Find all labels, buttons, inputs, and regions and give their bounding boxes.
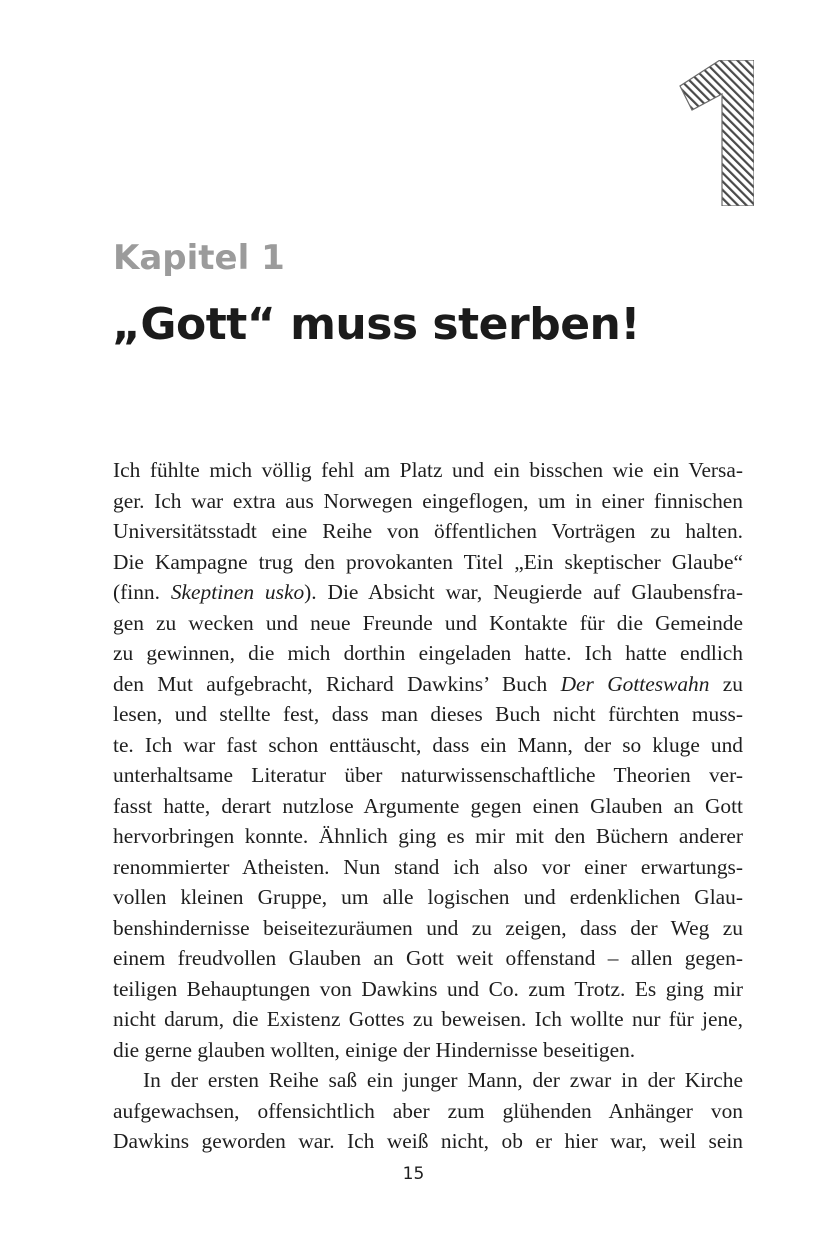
text-line: In der ersten Reihe saß ein junger Mann, der zwar in der Kirche [143, 1068, 743, 1092]
text-line: te. Ich war fast schon enttäuscht, dass ein Mann, der so kluge und [113, 732, 743, 757]
text-line: nicht darum, die Existenz Gottes zu beweisen. Ich wollte nur für jene, [113, 1007, 743, 1031]
text-line: zu gewinnen, die mich dorthin eingeladen hatte. Ich hatte endlich [113, 641, 743, 665]
text-line: unterhaltsame Literatur über naturwissenschaftliche Theorien ver- [113, 763, 743, 787]
paragraph [113, 455, 743, 1065]
paragraph [113, 1065, 743, 1157]
chapter-label: Kapitel 1 [113, 238, 285, 278]
text-line: benshindernisse beiseitezuräumen und zu zeigen, dass der Weg zu [113, 915, 743, 940]
text-line: aufgewachsen, offensichtlich aber zum glühenden Anhänger von [113, 1098, 743, 1123]
text-line: Universitätsstadt eine Reihe von öffentlichen Vorträgen zu halten. [113, 519, 743, 543]
text-line: Die Kampagne trug den provokanten Titel „Ein skeptischer Glaube“ [113, 549, 743, 574]
text-line: hervorbringen konnte. Ähnlich ging es mir mit den Büchern anderer [113, 824, 743, 848]
text-line: fasst hatte, derart nutzlose Argumente gegen einen Glauben an Gott [113, 793, 743, 818]
text-line: einem freudvollen Glauben an Gott weit offenstand – allen gegen- [113, 946, 743, 970]
book-title: Skeptinen usko [170, 580, 305, 604]
text-line: die gerne glauben wollten, einige der Hindernisse beseitigen. [113, 1037, 636, 1062]
text-line: teiligen Behauptungen von Dawkins und Co. zum Trotz. Es ging mir [113, 976, 743, 1001]
book-title: Der Gotteswahn [560, 671, 710, 696]
chapter-title: „Gott“ muss sterben! [112, 299, 640, 350]
text-line: ger. Ich war extra aus Norwegen eingeflogen, um in einer finnischen [113, 488, 743, 513]
text-line: gen zu wecken und neue Freunde und Kontakte für die Gemeinde [113, 610, 743, 635]
text-line: renommierter Atheisten. Nun stand ich also vor einer erwartungs- [113, 854, 743, 879]
chapter-numeral [676, 60, 754, 206]
text-line: Ich fühlte mich völlig fehl am Platz und ein bisschen wie ein Versa- [113, 458, 743, 482]
page-number: 15 [402, 1164, 425, 1184]
text-line: vollen kleinen Gruppe, um alle logischen und erdenklichen Glau- [113, 885, 743, 909]
body-text [113, 455, 743, 1157]
text-line: den Mut aufgebracht, Richard Dawkins’ Buch Der Gotteswahn zu [113, 671, 743, 696]
text-line: Dawkins geworden war. Ich weiß nicht, ob er hier war, weil sein [113, 1129, 743, 1153]
text-line: (finn. Skeptinen usko). Die Absicht war, Neugierde auf Glaubensfra- [113, 580, 743, 604]
text-line: lesen, und stellte fest, dass man dieses Buch nicht fürchten muss- [113, 702, 743, 726]
